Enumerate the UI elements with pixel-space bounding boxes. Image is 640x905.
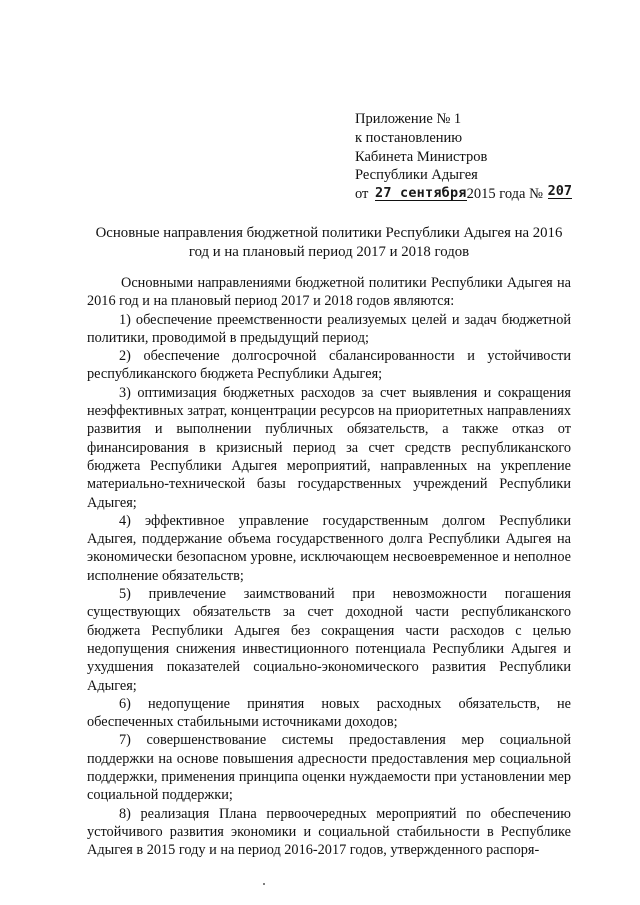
- handwritten-number: 207: [547, 183, 572, 200]
- list-item: 2) обеспечение долгосрочной сбалансированности и устойчивости республиканского бюджета Республики Адыгея;: [87, 348, 571, 383]
- annex-line-resolution: к постановлению: [355, 129, 463, 146]
- annex-line-republic: Республики Адыгея: [355, 167, 478, 184]
- list-item: 8) реализация Плана первоочередных мероприятий по обеспечению устойчивого развития экономики и социальной стабильности в Республике Адыгея в 2015 году и на период 2016-2017 годов, утвержденного распоря-: [87, 805, 571, 859]
- document-title: Основные направления бюджетной политики Республики Адыгея на 2016 год и на плановый период 2017 и 2018 годов: [95, 225, 563, 260]
- handwritten-date: 27 сентября: [375, 185, 467, 202]
- list-item: 4) эффективное управление государственным долгом Республики Адыгея, поддержание объема государственного долга Республики Адыгея на экономически безопасном уровне, исключающем несвоевременное и неполное исполнение обязательств;: [87, 512, 571, 584]
- list-item: 5) привлечение заимствований при невозможности погашения существующих обязательств за счет доходной части республиканского бюджета Республики Адыгея без сокращения части расходов с целью недопущения снижения инвестиционного потенциала Республики Адыгея и ухудшения показателей социально-экономического развития Республики Адыгея;: [87, 586, 571, 694]
- list-item: 6) недопущение принятия новых расходных обязательств, не обеспеченных стабильными источниками доходов;: [87, 695, 571, 731]
- annex-date-line: [355, 185, 585, 204]
- document-body: [87, 274, 571, 860]
- list-item: 1) обеспечение преемственности реализуемых целей и задач бюджетной политики, проводимой в предыдущий период;: [87, 311, 571, 346]
- scan-speck: [263, 883, 265, 885]
- date-prefix: от: [355, 186, 369, 203]
- annex-line-cabinet: Кабинета Министров: [355, 148, 488, 165]
- annex-title: Приложение № 1: [355, 111, 462, 127]
- list-item: 7) совершенствование системы предоставления мер социальной поддержки на основе повышения адресности предоставления мер социальной поддержки, применения принципа оценки нуждаемости при установлении мер социальной поддержки;: [87, 732, 571, 804]
- list-item: 3) оптимизация бюджетных расходов за счет выявления и сокращения неэффективных затрат, концентрации ресурсов на приоритетных направлениях развития и выполнении публичных обязательств, а также отказ от финансирования в кризисный период за счет средств республиканского бюджета Республики Адыгея мероприятий, направленных на укрепление материально-технической базы государственных учреждений Республики Адыгея;: [87, 384, 571, 511]
- body-intro: Основными направлениями бюджетной политики Республики Адыгея на 2016 год и на плановый период 2017 и 2018 годов являются:: [87, 275, 571, 310]
- annex-header: [355, 110, 585, 204]
- date-year-number: 2015 года №: [466, 186, 543, 203]
